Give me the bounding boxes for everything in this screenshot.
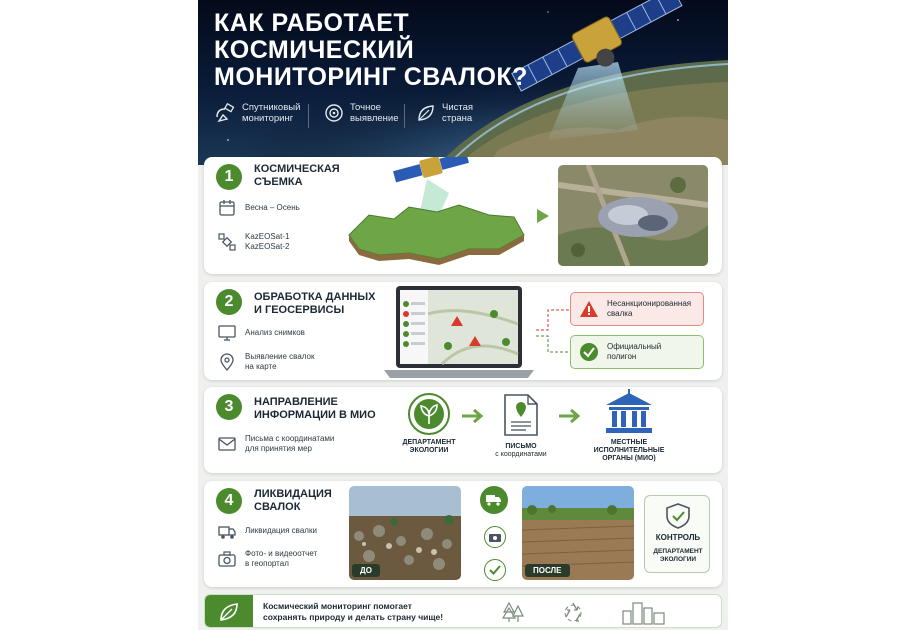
truck-step-badge: [480, 486, 508, 514]
step-number-badge: 1: [216, 164, 242, 190]
step-item: Ликвидация свалки: [218, 522, 317, 540]
feature-satellite-monitoring: Спутниковый мониторинг: [214, 102, 300, 124]
control-panel: [644, 495, 710, 573]
country-map-illustration: [339, 157, 539, 274]
feature-clean-country: Чистая страна: [416, 102, 473, 124]
infographic-poster: [198, 0, 728, 630]
leaf-icon: [218, 602, 240, 622]
flow-label-department: ДЕПАРТАМЕНТ ЭКОЛОГИИ: [402, 439, 456, 454]
arrow-right-icon: [462, 409, 486, 423]
footer-banner: [204, 594, 722, 628]
step-item: Выявление свалок на карте: [218, 352, 314, 372]
feature-precise-detection: Точное выявление: [324, 102, 399, 124]
hero-banner: [198, 0, 728, 165]
step-item: Фото- и видеоотчет в геопортал: [218, 549, 317, 569]
control-subtitle: ДЕПАРТАМЕНТ ЭКОЛОГИИ: [653, 548, 703, 563]
step-item: Весна – Осень: [218, 199, 300, 217]
camera-icon: [489, 532, 501, 542]
trees-icon: [501, 600, 525, 624]
document-with-pin-icon: [502, 393, 540, 437]
before-label: ДО: [352, 564, 380, 577]
satellite-dish-icon: [214, 102, 236, 124]
arrow-right-icon: [559, 409, 583, 423]
step-1-card: [204, 157, 722, 274]
city-skyline-icon: [621, 599, 667, 625]
before-photo: [349, 486, 461, 580]
camera-step-badge: [484, 526, 506, 548]
check-circle-icon: [579, 342, 599, 362]
step-item: KazEOSat-1 KazEOSat-2: [218, 232, 289, 252]
satellite-illustration: [392, 157, 470, 186]
flow-label-letter: ПИСЬМО с координатами: [495, 443, 547, 458]
truck-icon: [218, 522, 236, 540]
after-label: ПОСЛЕ: [525, 564, 570, 577]
step-2-card: [204, 282, 722, 380]
target-icon: [324, 103, 344, 123]
after-photo: [522, 486, 634, 580]
satellite-icon: [218, 233, 236, 251]
arrow-right-icon: [537, 209, 549, 223]
page-title: КАК РАБОТАЕТ КОСМИЧЕСКИЙ МОНИТОРИНГ СВАЛОК?: [214, 9, 528, 91]
landfill-satellite-photo: [558, 165, 708, 266]
step-title: ЛИКВИДАЦИЯ СВАЛОК: [254, 488, 332, 513]
envelope-icon: [218, 435, 236, 453]
map-pin-icon: [218, 353, 236, 371]
calendar-icon: [218, 199, 236, 217]
step-title: КОСМИЧЕСКАЯ СЪЕМКА: [254, 163, 340, 188]
unauthorized-dump-badge: Несанкционированная свалка: [570, 292, 704, 326]
step-item: Анализ снимков: [218, 324, 305, 342]
ecology-department-icon: [407, 392, 451, 436]
step-title: НАПРАВЛЕНИЕ ИНФОРМАЦИИ В МИО: [254, 396, 376, 421]
step-item: Письма с координатами для принятия мер: [218, 434, 334, 454]
footer-message: Космический мониторинг помогает сохранять природу и делать страну чище!: [263, 601, 444, 622]
official-landfill-badge: Официальный полигон: [570, 335, 704, 369]
step-3-card: [204, 387, 722, 473]
step-title: ОБРАБОТКА ДАННЫХ И ГЕОСЕРВИСЫ: [254, 291, 376, 316]
step-number-badge: 4: [216, 488, 242, 514]
check-step-badge: [484, 559, 506, 581]
step-number-badge: 3: [216, 394, 242, 420]
shield-check-icon: [665, 502, 691, 530]
recycle-icon: [561, 600, 585, 624]
step-number-badge: 2: [216, 289, 242, 315]
laptop-geoservice-illustration: [382, 284, 537, 380]
check-icon: [489, 565, 501, 575]
garbage-truck-icon: [486, 494, 502, 506]
government-building-icon: [604, 389, 654, 435]
monitor-icon: [218, 324, 236, 342]
feature-divider: [404, 104, 405, 128]
camera-icon: [218, 550, 236, 568]
leaf-icon: [416, 103, 436, 123]
feature-divider: [308, 104, 309, 128]
footer-leaf-badge: [205, 595, 253, 628]
control-title: КОНТРОЛЬ: [655, 533, 701, 542]
step-4-card: [204, 481, 722, 587]
dashed-connector: [536, 300, 572, 360]
flow-label-mio: МЕСТНЫЕ ИСПОЛНИТЕЛЬНЫЕ ОРГАНЫ (МИО): [593, 439, 665, 462]
warning-icon: [579, 300, 599, 318]
